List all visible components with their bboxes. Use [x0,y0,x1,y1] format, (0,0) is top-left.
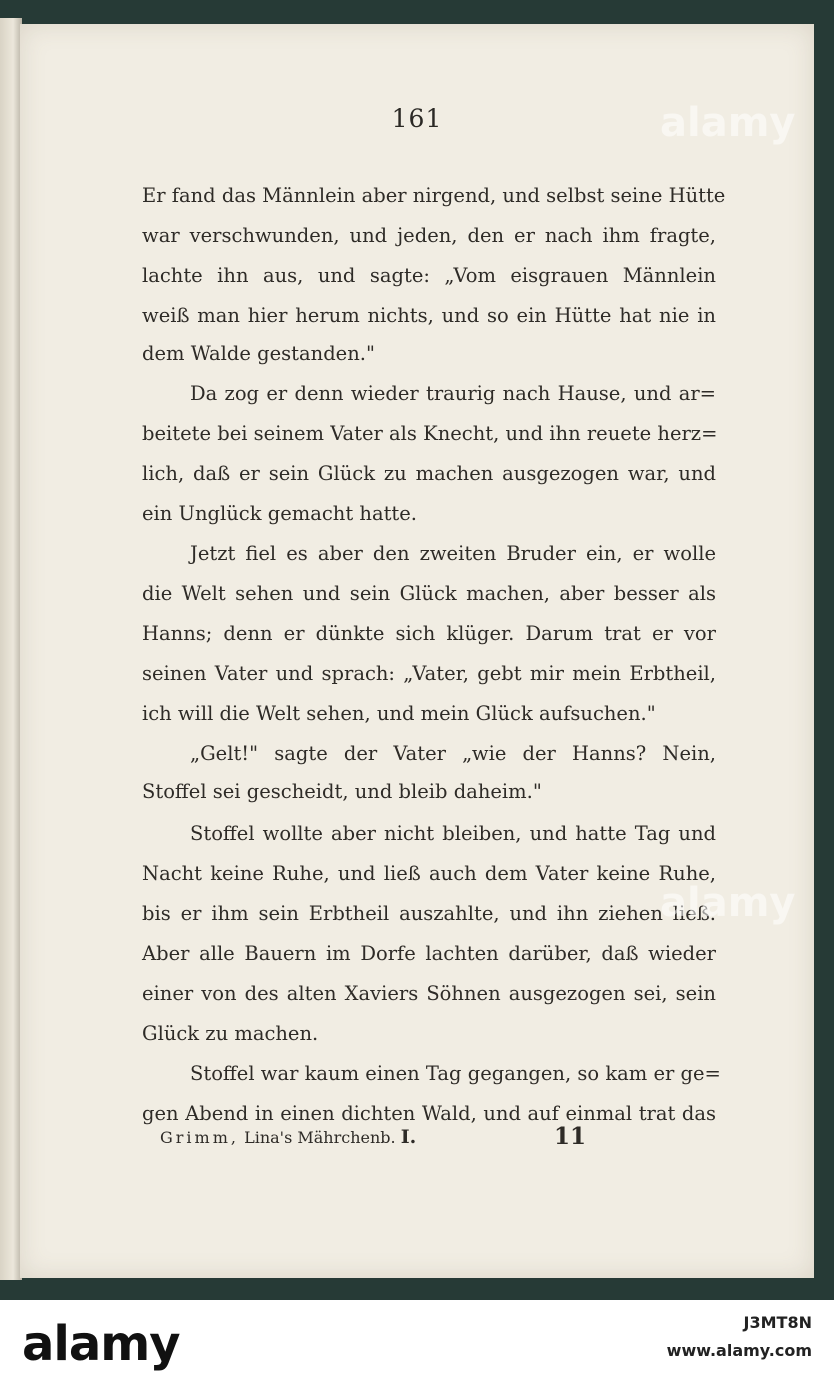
text-line: seinen Vater und sprach: „Vater, gebt mir mein Erbtheil, [142,662,716,685]
text-line: Hanns; denn er dünkte sich klüger. Darum trat er vor [142,622,716,645]
watermark-text: alamy [660,100,796,146]
text-line: ich will die Welt sehen, und mein Glück aufsuchen." [142,702,656,725]
image-id: J3MT8N [743,1313,812,1332]
stock-site: www.alamy.com [666,1341,812,1360]
book-page [20,24,814,1278]
text-line: einer von des alten Xaviers Söhnen ausgezogen sei, sein [142,982,716,1005]
text-line-indented: „Gelt!" sagte der Vater „wie der Hanns? Nein, [190,742,716,765]
text-line: die Welt sehen und sein Glück machen, aber besser als [142,582,716,605]
watermark-text: alamy [660,880,796,926]
text-line-indented: Stoffel war kaum einen Tag gegangen, so kam er ge= [190,1062,721,1085]
text-line: lich, daß er sein Glück zu machen ausgezogen war, und [142,462,716,485]
stock-footer-bar [0,1300,834,1390]
text-line-indented: Stoffel wollte aber nicht bleiben, und hatte Tag und [190,822,716,845]
text-line: weiß man hier herum nichts, und so ein Hütte hat nie in [142,304,716,327]
text-line: Er fand das Männlein aber nirgend, und selbst seine Hütte [142,184,726,207]
stock-image-info [667,1312,812,1368]
text-line: Aber alle Bauern im Dorfe lachten darüber, daß wieder [142,942,716,965]
signature-volume: I. [400,1126,417,1148]
previous-page-edge [0,18,22,1280]
text-line: bis er ihm sein Erbtheil auszahlte, und ihn ziehen ließ. [142,902,716,925]
sheet-number: 11 [554,1123,587,1150]
page-footer [20,1122,814,1152]
text-line-indented: Jetzt fiel es aber den zweiten Bruder ein, er wolle [190,542,716,565]
printer-signature [160,1122,416,1153]
text-line: dem Walde gestanden." [142,342,375,365]
text-line: Glück zu machen. [142,1022,319,1045]
text-line: ein Unglück gemacht hatte. [142,502,417,525]
text-line: beitete bei seinem Vater als Knecht, und ihn reuete herz= [142,422,718,445]
text-line: Nacht keine Ruhe, und ließ auch dem Vater keine Ruhe, [142,862,716,885]
alamy-logo: alamy [22,1316,180,1372]
signature-name: Grimm, [160,1128,239,1147]
text-line: gen Abend in einen dichten Wald, und auf einmal trat das [142,1102,716,1125]
text-line-indented: Da zog er denn wieder traurig nach Hause, und ar= [190,382,716,405]
text-line: war verschwunden, und jeden, den er nach ihm fragte, [142,224,716,247]
page-number: 161 [391,104,443,133]
text-line: Stoffel sei gescheidt, und bleib daheim." [142,780,542,803]
signature-title: Lina's Mährchenb. [244,1128,396,1147]
text-line: lachte ihn aus, und sagte: „Vom eisgrauen Männlein [142,264,716,287]
